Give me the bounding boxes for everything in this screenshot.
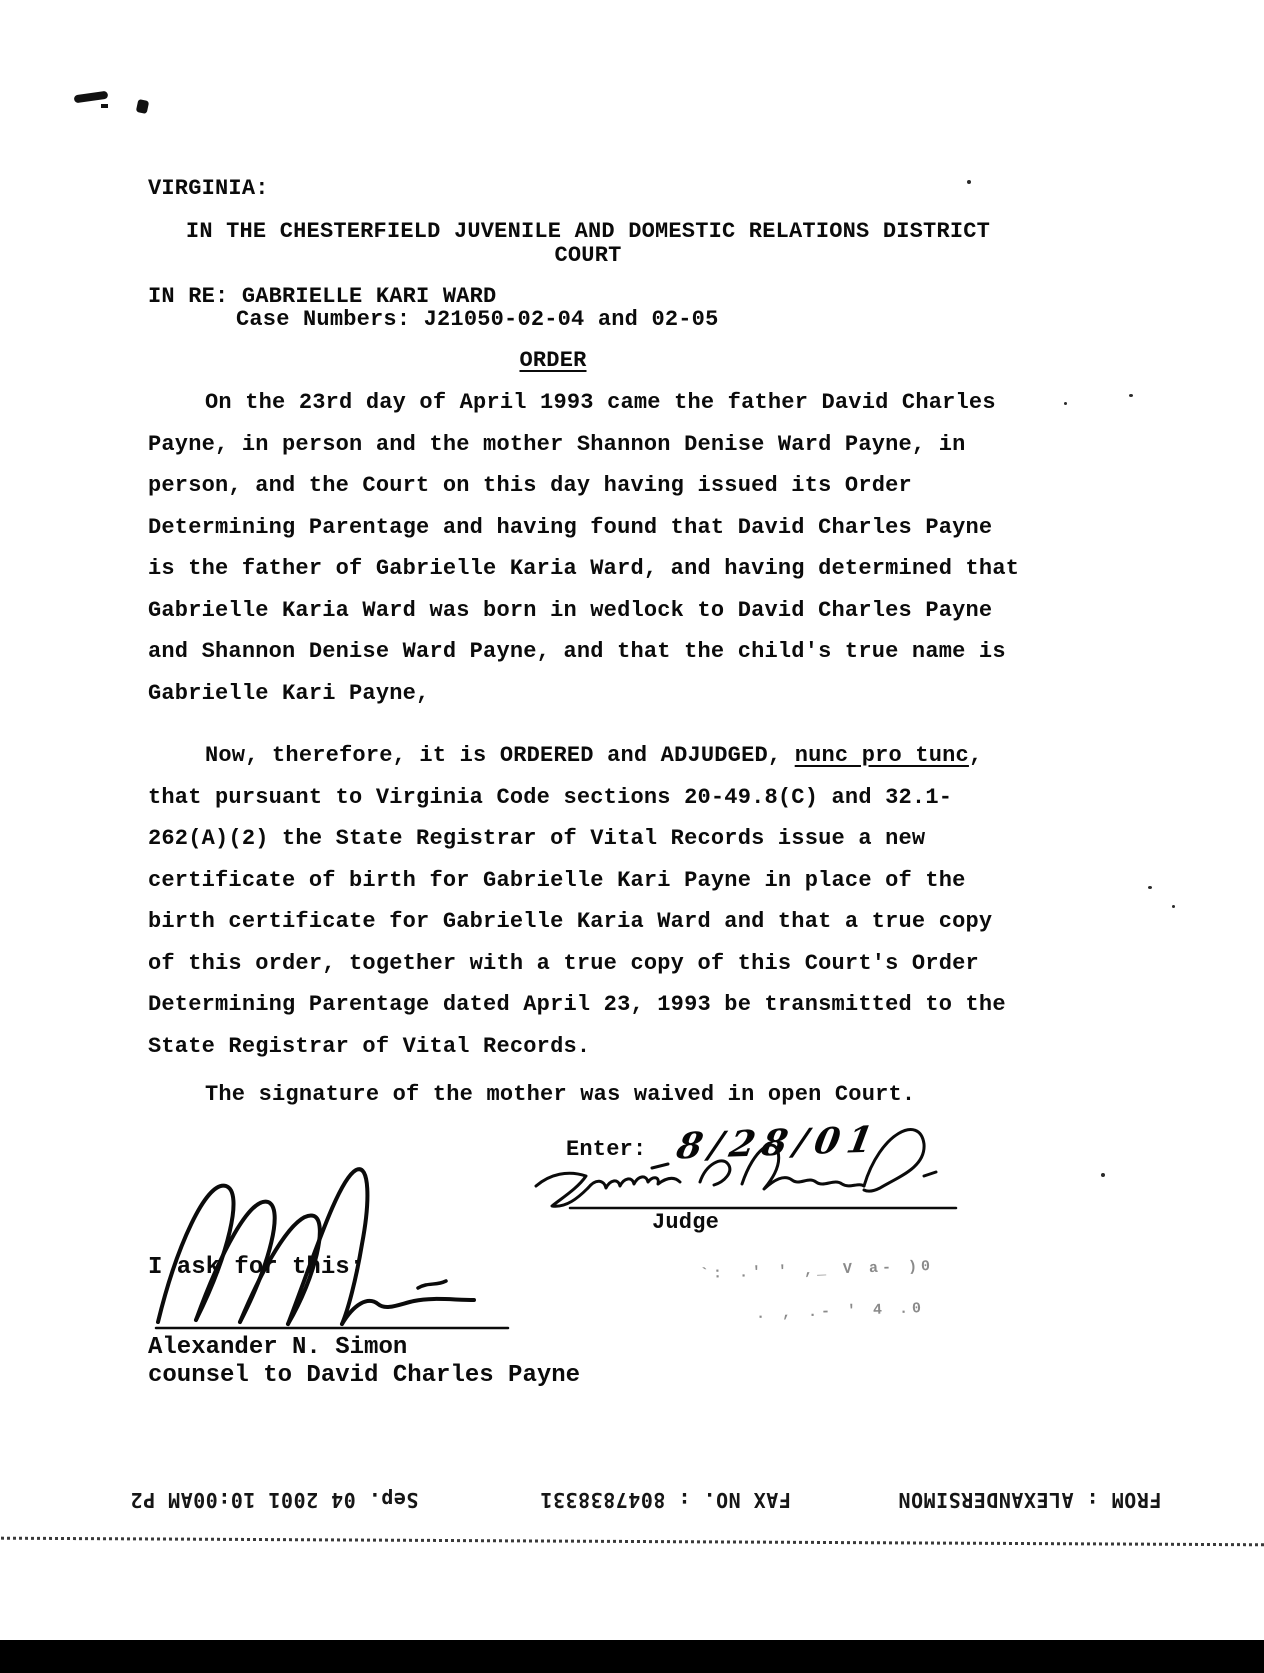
waiver-line: The signature of the mother was waived in open Court. bbox=[205, 1082, 916, 1107]
body-line: person, and the Court on this day having issued its Order bbox=[148, 473, 912, 498]
attorney-signature bbox=[128, 1142, 528, 1337]
court-name-line2: COURT bbox=[554, 243, 622, 268]
body-line: Determining Parentage and having found that David Charles Payne bbox=[148, 514, 993, 540]
ask-for-this-label: I ask for this: bbox=[148, 1254, 365, 1281]
handwritten-date: 8/28/01 bbox=[673, 1118, 883, 1168]
body-line: Gabrielle Kari Payne, bbox=[148, 680, 430, 706]
scan-speck bbox=[1064, 402, 1067, 405]
ink-smudge bbox=[101, 104, 108, 108]
comma: , bbox=[968, 743, 983, 768]
order-title-row bbox=[148, 348, 958, 373]
body-line: State Registrar of Vital Records. bbox=[148, 1033, 591, 1059]
fax-from: FROM : ALEXANDERSIMON bbox=[898, 1488, 1162, 1512]
state-heading: VIRGINIA: bbox=[148, 176, 269, 201]
body-line: 262(A)(2) the State Registrar of Vital Records issue a new bbox=[148, 826, 926, 851]
ink-smudge bbox=[136, 99, 149, 114]
judge-label: Judge bbox=[652, 1210, 720, 1235]
body-line: birth certificate for Gabrielle Karia Ward and that a true copy bbox=[148, 909, 993, 934]
body-line: Determining Parentage dated April 23, 1993 be transmitted to the bbox=[148, 992, 1006, 1017]
fax-timestamp: Sep. 04 2001 10:00AM P2 bbox=[130, 1488, 419, 1512]
attorney-title: counsel to David Charles Payne bbox=[148, 1362, 581, 1389]
scan-speck bbox=[1129, 394, 1133, 397]
faded-stamp-line: `: .' ' ,_ V a- )0 bbox=[699, 1257, 935, 1284]
enter-label: Enter: bbox=[566, 1137, 647, 1162]
order-title: ORDER bbox=[519, 348, 587, 373]
body-line: that pursuant to Virginia Code sections 20-49.8(C) and 32.1- bbox=[148, 784, 953, 810]
scan-speck bbox=[1101, 1173, 1105, 1177]
court-name-line1: IN THE CHESTERFIELD JUVENILE AND DOMESTIC RELATIONS DISTRICT bbox=[185, 219, 991, 244]
faded-stamp-line: . , .- ' 4 .0 bbox=[755, 1300, 926, 1323]
scan-speck bbox=[1148, 886, 1152, 889]
paragraph-1 bbox=[148, 382, 1019, 714]
ink-smudge bbox=[74, 91, 109, 104]
judge-signature bbox=[532, 1112, 966, 1232]
ordered-adjudged-text: Now, therefore, it is ORDERED and ADJUDGED, bbox=[205, 743, 795, 768]
body-line bbox=[148, 735, 1006, 777]
scan-speck bbox=[1172, 905, 1175, 908]
scan-speck bbox=[967, 180, 971, 184]
body-line: of this order, together with a true copy of this Court's Order bbox=[148, 950, 979, 976]
in-re-line: IN RE: GABRIELLE KARI WARD bbox=[148, 284, 497, 309]
dotted-tear-line bbox=[0, 1537, 1264, 1547]
body-line: certificate of birth for Gabrielle Kari Payne in place of the bbox=[148, 867, 966, 893]
body-line: and Shannon Denise Ward Payne, and that the child's true name is bbox=[148, 639, 1006, 664]
fax-number: FAX NO. : 8047838331 bbox=[540, 1488, 791, 1512]
attorney-name: Alexander N. Simon bbox=[148, 1334, 408, 1361]
court-name bbox=[148, 220, 1028, 268]
body-line: Payne, in person and the mother Shannon Denise Ward Payne, in bbox=[148, 431, 966, 457]
nunc-pro-tunc: nunc pro tunc bbox=[794, 743, 969, 768]
case-numbers: Case Numbers: J21050-02-04 and 02-05 bbox=[236, 307, 719, 332]
paragraph-2 bbox=[148, 735, 1006, 1067]
scan-edge-bar bbox=[0, 1640, 1264, 1673]
body-line: is the father of Gabrielle Karia Ward, and having determined that bbox=[148, 556, 1020, 581]
case-caption bbox=[148, 285, 718, 331]
body-line: On the 23rd day of April 1993 came the father David Charles bbox=[205, 390, 996, 415]
body-line: Gabrielle Karia Ward was born in wedlock to David Charles Payne bbox=[148, 597, 993, 623]
